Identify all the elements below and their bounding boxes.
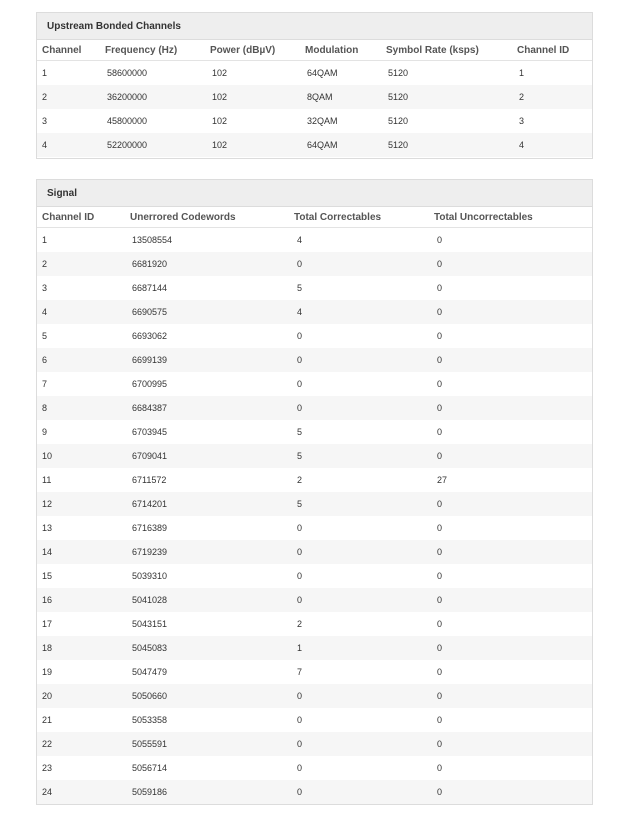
- upstream-cell: 5120: [381, 133, 512, 157]
- signal-cell: 5043151: [132, 619, 168, 629]
- signal-row: [37, 732, 592, 756]
- signal-cell: 8: [37, 396, 127, 420]
- signal-cell: 6714201: [127, 492, 294, 516]
- upstream-bonded-channels-panel: [36, 12, 593, 159]
- signal-cell: 0: [294, 348, 434, 372]
- upstream-header-row: [37, 40, 592, 61]
- signal-row: [37, 684, 592, 708]
- signal-cell: 19: [42, 667, 53, 677]
- signal-row: [37, 612, 592, 636]
- upstream-cell: 64QAM: [300, 133, 381, 157]
- signal-column-header: Unerrored Codewords: [127, 207, 294, 228]
- signal-row: [37, 348, 592, 372]
- signal-cell: 7: [297, 667, 303, 677]
- signal-cell: 3: [42, 283, 48, 293]
- upstream-cell: 5120: [388, 68, 409, 78]
- upstream-column-header: Modulation: [300, 40, 381, 61]
- signal-cell: 27: [437, 475, 448, 485]
- signal-column-header: Total Uncorrectables: [434, 207, 592, 228]
- signal-cell: 5: [42, 331, 48, 341]
- signal-cell: 0: [297, 523, 303, 533]
- signal-cell: 2: [37, 252, 127, 276]
- signal-cell: 0: [434, 396, 592, 420]
- upstream-column-header: Power (dBµV): [205, 40, 300, 61]
- signal-cell: 0: [294, 396, 434, 420]
- signal-cell: 0: [437, 715, 443, 725]
- signal-row: [37, 276, 592, 300]
- signal-cell: 6709041: [127, 444, 294, 468]
- signal-cell: 5039310: [132, 571, 168, 581]
- signal-cell: 0: [434, 684, 592, 708]
- signal-cell: 4: [297, 235, 303, 245]
- upstream-cell: 32QAM: [307, 116, 338, 126]
- signal-cell: 0: [437, 619, 443, 629]
- signal-cell: 7: [42, 379, 48, 389]
- signal-cell: 6711572: [132, 475, 167, 485]
- signal-cell: 0: [434, 492, 592, 516]
- upstream-cell: 52200000: [100, 133, 205, 157]
- signal-cell: 0: [437, 235, 443, 245]
- upstream-column-header: Channel: [37, 40, 100, 61]
- upstream-cell: 8QAM: [300, 85, 381, 109]
- signal-row: [37, 324, 592, 348]
- signal-cell: 1: [294, 636, 434, 660]
- signal-cell: 0: [297, 571, 303, 581]
- signal-cell: 6681920: [127, 252, 294, 276]
- signal-cell: 0: [437, 763, 443, 773]
- signal-cell: 0: [297, 715, 303, 725]
- signal-cell: 11: [42, 475, 52, 485]
- signal-cell: 5055591: [127, 732, 294, 756]
- signal-cell: 6684387: [127, 396, 294, 420]
- signal-cell: 0: [437, 331, 443, 341]
- signal-cell: 5045083: [127, 636, 294, 660]
- upstream-column-header: Channel ID: [512, 40, 592, 61]
- signal-cell: 0: [437, 571, 443, 581]
- upstream-cell: 102: [205, 85, 300, 109]
- upstream-cell: 45800000: [107, 116, 148, 126]
- signal-cell: 6700995: [132, 379, 168, 389]
- signal-cell: 4: [37, 300, 127, 324]
- upstream-cell: 102: [212, 116, 228, 126]
- signal-cell: 0: [434, 588, 592, 612]
- signal-row: [37, 588, 592, 612]
- signal-cell: 5050660: [127, 684, 294, 708]
- signal-cell: 5056714: [132, 763, 168, 773]
- signal-cell: 0: [437, 427, 443, 437]
- signal-cell: 5053358: [132, 715, 168, 725]
- signal-row: [37, 228, 592, 253]
- signal-cell: 0: [434, 444, 592, 468]
- upstream-cell: 64QAM: [307, 68, 338, 78]
- signal-cell: 23: [42, 763, 53, 773]
- signal-cell: 0: [294, 588, 434, 612]
- signal-row: [37, 636, 592, 660]
- signal-cell: 0: [434, 540, 592, 564]
- signal-row: [37, 300, 592, 324]
- upstream-column-header: Symbol Rate (ksps): [381, 40, 512, 61]
- signal-row: [37, 252, 592, 276]
- upstream-cell: 4: [512, 133, 592, 157]
- upstream-row: [37, 61, 592, 86]
- signal-cell: 14: [37, 540, 127, 564]
- signal-cell: 0: [434, 636, 592, 660]
- signal-cell: 0: [437, 667, 443, 677]
- signal-cell: 12: [37, 492, 127, 516]
- signal-cell: 0: [297, 379, 303, 389]
- signal-row: [37, 468, 592, 492]
- signal-row: [37, 420, 592, 444]
- signal-cell: 6687144: [132, 283, 168, 293]
- signal-cell: 22: [37, 732, 127, 756]
- upstream-table-body: [37, 61, 592, 158]
- upstream-column-header: Frequency (Hz): [100, 40, 205, 61]
- signal-cell: 0: [437, 523, 443, 533]
- signal-cell: 0: [434, 252, 592, 276]
- signal-table: [37, 207, 592, 804]
- upstream-cell: 4: [37, 133, 100, 157]
- signal-cell: 6699139: [127, 348, 294, 372]
- signal-cell: 0: [434, 732, 592, 756]
- signal-cell: 4: [294, 300, 434, 324]
- signal-cell: 5: [297, 283, 303, 293]
- signal-cell: 6719239: [127, 540, 294, 564]
- signal-cell: 24: [37, 780, 127, 804]
- signal-row: [37, 492, 592, 516]
- upstream-row: [37, 85, 592, 109]
- signal-row: [37, 564, 592, 588]
- upstream-cell: 102: [212, 68, 228, 78]
- signal-cell: 21: [42, 715, 53, 725]
- signal-cell: 16: [37, 588, 127, 612]
- signal-cell: 13508554: [132, 235, 173, 245]
- signal-cell: 17: [42, 619, 53, 629]
- signal-cell: 0: [437, 379, 443, 389]
- signal-row: [37, 780, 592, 804]
- upstream-table: [37, 40, 592, 157]
- upstream-row: [37, 133, 592, 157]
- signal-cell: 2: [297, 619, 303, 629]
- signal-cell: 5: [294, 444, 434, 468]
- signal-row: [37, 396, 592, 420]
- signal-row: [37, 516, 592, 540]
- upstream-cell: 36200000: [100, 85, 205, 109]
- signal-cell: 10: [37, 444, 127, 468]
- signal-cell: 9: [42, 427, 48, 437]
- signal-cell: 6716389: [132, 523, 168, 533]
- signal-cell: 6693062: [132, 331, 168, 341]
- signal-cell: 13: [42, 523, 53, 533]
- signal-row: [37, 444, 592, 468]
- signal-row: [37, 372, 592, 396]
- signal-cell: 5059186: [127, 780, 294, 804]
- signal-column-header: Channel ID: [37, 207, 127, 228]
- signal-cell: 0: [294, 252, 434, 276]
- signal-header-row: [37, 207, 592, 228]
- signal-cell: 0: [434, 780, 592, 804]
- signal-cell: 6703945: [132, 427, 168, 437]
- signal-column-header: Total Correctables: [294, 207, 434, 228]
- signal-table-body: [37, 228, 592, 805]
- signal-cell: 5041028: [127, 588, 294, 612]
- signal-cell: 18: [37, 636, 127, 660]
- signal-cell: 0: [297, 763, 303, 773]
- signal-cell: 0: [294, 540, 434, 564]
- signal-cell: 5: [294, 492, 434, 516]
- upstream-row: [37, 109, 592, 133]
- signal-cell: 0: [294, 684, 434, 708]
- upstream-cell: 102: [205, 133, 300, 157]
- signal-cell: 0: [434, 348, 592, 372]
- signal-panel: [36, 179, 593, 805]
- signal-cell: 15: [42, 571, 53, 581]
- signal-row: [37, 540, 592, 564]
- signal-row: [37, 708, 592, 732]
- upstream-cell: 5120: [381, 85, 512, 109]
- signal-cell: 5: [297, 427, 303, 437]
- signal-cell: 20: [37, 684, 127, 708]
- signal-cell: 0: [297, 331, 303, 341]
- signal-row: [37, 756, 592, 780]
- upstream-cell: 2: [37, 85, 100, 109]
- upstream-cell: 1: [42, 68, 48, 78]
- signal-cell: 1: [42, 235, 48, 245]
- signal-cell: 5047479: [132, 667, 168, 677]
- upstream-cell: 1: [519, 68, 525, 78]
- signal-cell: 2: [297, 475, 303, 485]
- signal-cell: 0: [437, 283, 443, 293]
- upstream-cell: 3: [519, 116, 525, 126]
- signal-row: [37, 660, 592, 684]
- upstream-cell: 3: [42, 116, 48, 126]
- signal-cell: 0: [434, 300, 592, 324]
- signal-cell: 6690575: [127, 300, 294, 324]
- signal-cell: 6: [37, 348, 127, 372]
- upstream-cell: 58600000: [107, 68, 148, 78]
- signal-cell: 0: [294, 732, 434, 756]
- upstream-cell: 5120: [388, 116, 409, 126]
- signal-cell: 0: [294, 780, 434, 804]
- signal-panel-title: Signal: [37, 180, 592, 207]
- upstream-panel-title: Upstream Bonded Channels: [37, 13, 592, 40]
- upstream-cell: 2: [512, 85, 592, 109]
